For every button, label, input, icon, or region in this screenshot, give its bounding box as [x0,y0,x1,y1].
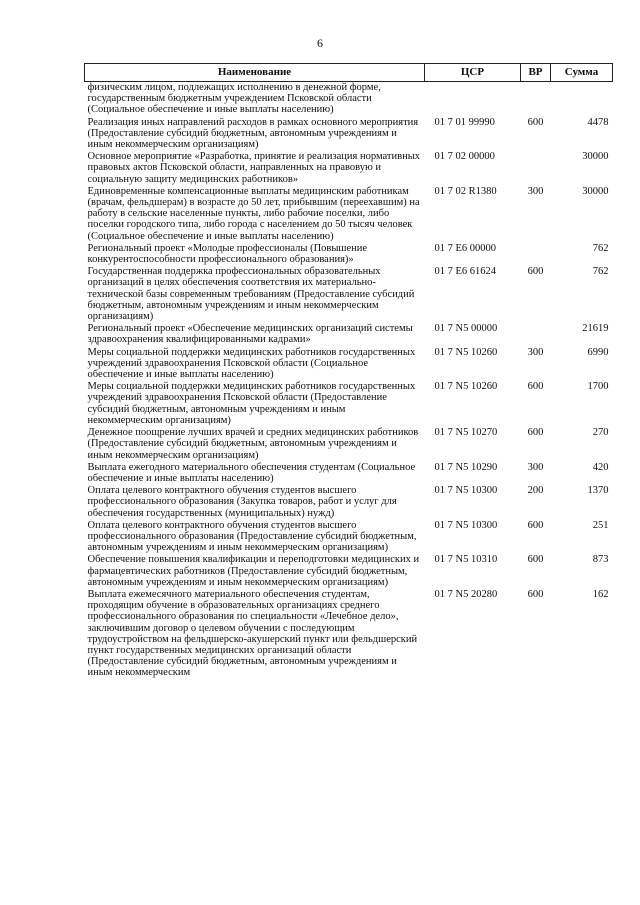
row-vr [521,323,551,346]
row-vr: 200 [527,485,544,497]
header-vr: ВР [521,64,551,82]
header-csr: ЦСР [425,64,521,82]
row-vr: 600 [527,266,544,278]
row-csr: 01 7 01 99990 [434,116,495,128]
row-vr: 600 [527,588,544,600]
row-sum: 1700 [587,381,609,393]
row-sum: 420 [592,461,609,473]
row-name: Обеспечение повышения квалификации и переподготовки медицинских и фармацевтических работников (Предоставление субсидий бюджетным, автономным учреждениям и иным некоммерческим организациям) [87,554,420,588]
table-row [85,462,613,485]
table-row [85,323,613,346]
table-row [85,186,613,243]
row-sum: 4478 [587,116,609,128]
row-csr: 01 7 N5 10300 [434,485,498,497]
row-sum: 21619 [582,323,609,335]
row-name: Единовременные компенсационные выплаты медицинским работникам (врачам, фельдшерам) в возрасте до 50 лет, прибывшим (переехавшим) на работу в сельские населенные пункты, либо рабочие поселки, либо поселки городского типа, либо города с населением до 50 тысяч человек (Социальное обеспечение и иные выплаты населению) [87,185,420,242]
row-name: Меры социальной поддержки медицинских работников государственных учреждений здравоохранения Псковской области (Социальное обеспечение и иные выплаты населению) [87,346,416,381]
row-name: Денежное поощрение лучших врачей и средних медицинских работников (Предоставление субсидий бюджетным, автономным учреждениям и иным некоммерческим организациям) [87,427,419,461]
table-row [85,266,613,323]
row-csr: 01 7 02 R1380 [434,185,497,197]
row-csr: 01 7 N5 00000 [434,323,498,335]
row-sum: 30000 [582,185,609,197]
row-sum: 873 [592,554,609,566]
row-vr: 600 [527,427,544,439]
row-name: Региональный проект «Обеспечение медицинских организаций системы здравоохранения квалифицированными кадрами» [87,323,413,346]
row-vr: 300 [527,461,544,473]
row-name: Реализация иных направлений расходов в рамках основного мероприятия (Предоставление субсидий бюджетным, автономным учреждениям и иным некоммерческим организациям) [87,116,419,151]
row-vr: 300 [527,346,544,358]
header-sum: Сумма [551,64,613,82]
row-vr: 600 [527,519,544,531]
row-vr: 600 [527,554,544,566]
row-sum: 270 [592,427,609,439]
row-name: физическим лицом, подлежащих исполнению в денежной форме, государственным бюджетным учреждением Псковской области (Социальное обеспечение и иные выплаты населению) [87,82,381,116]
row-csr: 01 7 N5 10310 [434,554,498,566]
row-sum: 1370 [587,485,609,497]
row-csr: 01 7 E6 00000 [434,242,497,254]
table-row [85,520,613,555]
table-row [85,485,613,520]
row-csr: 01 7 02 00000 [434,151,495,163]
budget-table [84,63,613,680]
page-number: 6 [317,36,323,50]
row-csr: 01 7 N5 20280 [434,588,498,600]
table-row [85,117,613,152]
table-row [85,427,613,462]
row-vr: 600 [527,381,544,393]
row-csr: 01 7 N5 10260 [434,381,498,393]
row-sum: 251 [592,519,609,531]
row-csr: 01 7 N5 10270 [434,427,498,439]
row-csr [425,82,521,117]
row-sum: 30000 [582,151,609,163]
table-row [85,589,613,680]
row-vr: 600 [527,116,544,128]
row-csr: 01 7 N5 10260 [434,346,498,358]
row-sum: 762 [592,242,609,254]
row-csr: 01 7 E6 61624 [434,266,497,278]
table-row [85,151,613,186]
table-header-row [85,64,613,82]
row-sum: 762 [592,266,609,278]
header-name: Наименование [85,64,425,82]
row-vr [521,82,551,117]
row-name: Оплата целевого контрактного обучения студентов высшего профессионального образования (Закупка товаров, работ и услуг для обеспечения государственных (муниципальных) нужд) [87,485,397,519]
table-row [85,243,613,266]
row-name: Основное мероприятие «Разработка, принятие и реализация нормативных правовых актов Псковской области, направленных на правовую и социальную защиту медицинских работников» [87,151,421,185]
row-vr [521,243,551,266]
table-row [85,554,613,589]
row-name: Региональный проект «Молодые профессионалы (Повышение конкурентоспособности профессионального образования)» [87,242,368,266]
row-name: Выплата ежегодного материального обеспечения студентам (Социальное обеспечение и иные выплаты населению) [87,461,416,484]
row-name: Выплата ежемесячного материального обеспечения студентам, проходящим обучение в образовательных организациях среднего профессионального образования по специальности «Лечебное дело», заключившим договор о целевом обучении с последующим трудоустройством на фельдшерско-акушерский пункт или фельдшерский пункт государственных медицинских организаций области (Предоставление субсидий бюджетным, автономным учреждениям и иным некоммерческим [87,588,418,679]
row-name: Государственная поддержка профессиональных образовательных организаций в целях обеспечения соответствия их материально-технической базы современным требованиям (Предоставление субсидий бюджетным, автономным учреждениям и иным некоммерческим организациям) [87,266,415,323]
row-sum: 6990 [587,346,609,358]
row-sum: 162 [592,588,609,600]
row-name: Оплата целевого контрактного обучения студентов высшего профессионального образования (Предоставление субсидий бюджетным, автономным учреждениям и иным некоммерческим организациям) [87,519,417,554]
table-row [85,347,613,382]
row-csr: 01 7 N5 10290 [434,461,498,473]
table-row [85,82,613,117]
row-vr [521,151,551,186]
row-vr: 300 [527,185,544,197]
row-csr: 01 7 N5 10300 [434,519,498,531]
row-sum [551,82,613,117]
row-name: Меры социальной поддержки медицинских работников государственных учреждений здравоохранения Псковской области (Предоставление субсидий бюджетным, автономным учреждениям и иным некоммерческим организациям) [87,381,416,426]
table-row [85,381,613,427]
